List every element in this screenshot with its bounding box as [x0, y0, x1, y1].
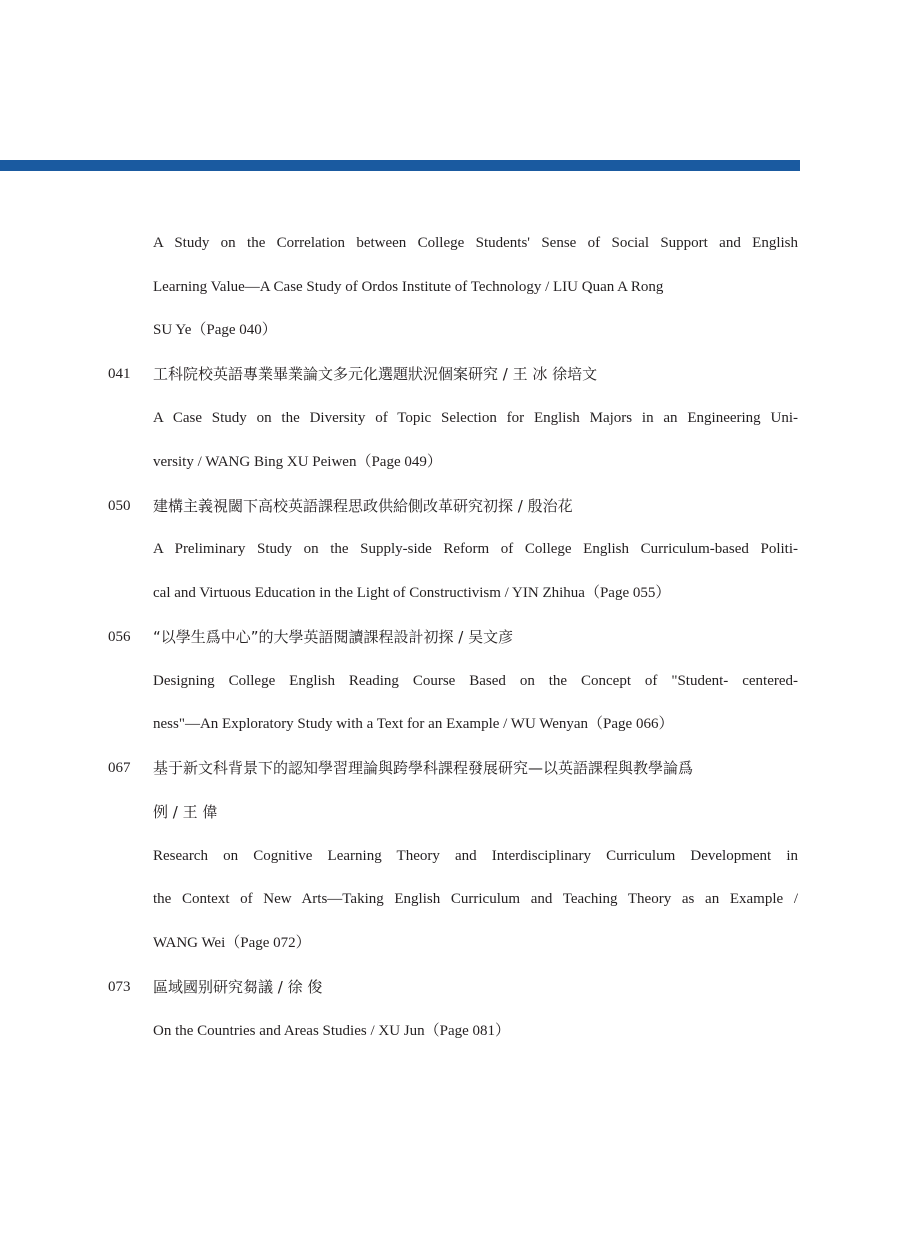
- entry-en-line: A Preliminary Study on the Supply-side Reform of College English Curriculum-based Politi-: [153, 541, 798, 557]
- entry-en-line: SU Ye（Page 040）: [153, 322, 277, 338]
- entry-title-cn: 區域國别研究芻議 / 徐 俊: [153, 978, 323, 996]
- entry-page-number: 073: [108, 979, 131, 995]
- header-rule: [0, 160, 800, 171]
- entry-en-line: Designing College English Reading Course Based on the Concept of "Student- centered-: [153, 673, 798, 689]
- entry-en-line: A Case Study on the Diversity of Topic Selection for English Majors in an Engineering Uni-: [153, 410, 798, 426]
- entry-title-cn: 建構主義視閾下高校英語課程思政供給側改革研究初探 / 殷治花: [153, 497, 573, 515]
- entry-en-line: A Study on the Correlation between College Students' Sense of Social Support and English: [153, 235, 798, 251]
- entry-title-cn-continued: 例 / 王 偉: [153, 803, 218, 821]
- entry-en-line: WANG Wei（Page 072）: [153, 935, 311, 951]
- entry-en-line: ness"—An Exploratory Study with a Text for an Example / WU Wenyan（Page 066）: [153, 716, 674, 732]
- entry-en-line: versity / WANG Bing XU Peiwen（Page 049）: [153, 454, 442, 470]
- entry-en-line: Learning Value—A Case Study of Ordos Institute of Technology / LIU Quan A Rong: [153, 279, 664, 295]
- entry-page-number: 050: [108, 498, 131, 514]
- entry-en-line: cal and Virtuous Education in the Light of Constructivism / YIN Zhihua（Page 055）: [153, 585, 671, 601]
- entry-en-line: On the Countries and Areas Studies / XU Jun（Page 081）: [153, 1023, 511, 1039]
- entry-page-number: 067: [108, 760, 131, 776]
- entry-page-number: 041: [108, 366, 131, 382]
- entry-en-line: the Context of New Arts—Taking English Curriculum and Teaching Theory as an Example /: [153, 891, 798, 907]
- entry-page-number: 056: [108, 629, 131, 645]
- entry-title-cn: 基于新文科背景下的認知學習理論與跨學科課程發展研究—以英語課程與教學論爲: [153, 759, 694, 777]
- entry-title-cn: 工科院校英語專業畢業論文多元化選題狀況個案研究 / 王 冰 徐培文: [153, 365, 598, 383]
- entry-en-line: Research on Cognitive Learning Theory and Interdisciplinary Curriculum Development in: [153, 848, 798, 864]
- entry-title-cn: “以學生爲中心”的大學英語閱讀課程設計初探 / 吴文彦: [153, 628, 514, 646]
